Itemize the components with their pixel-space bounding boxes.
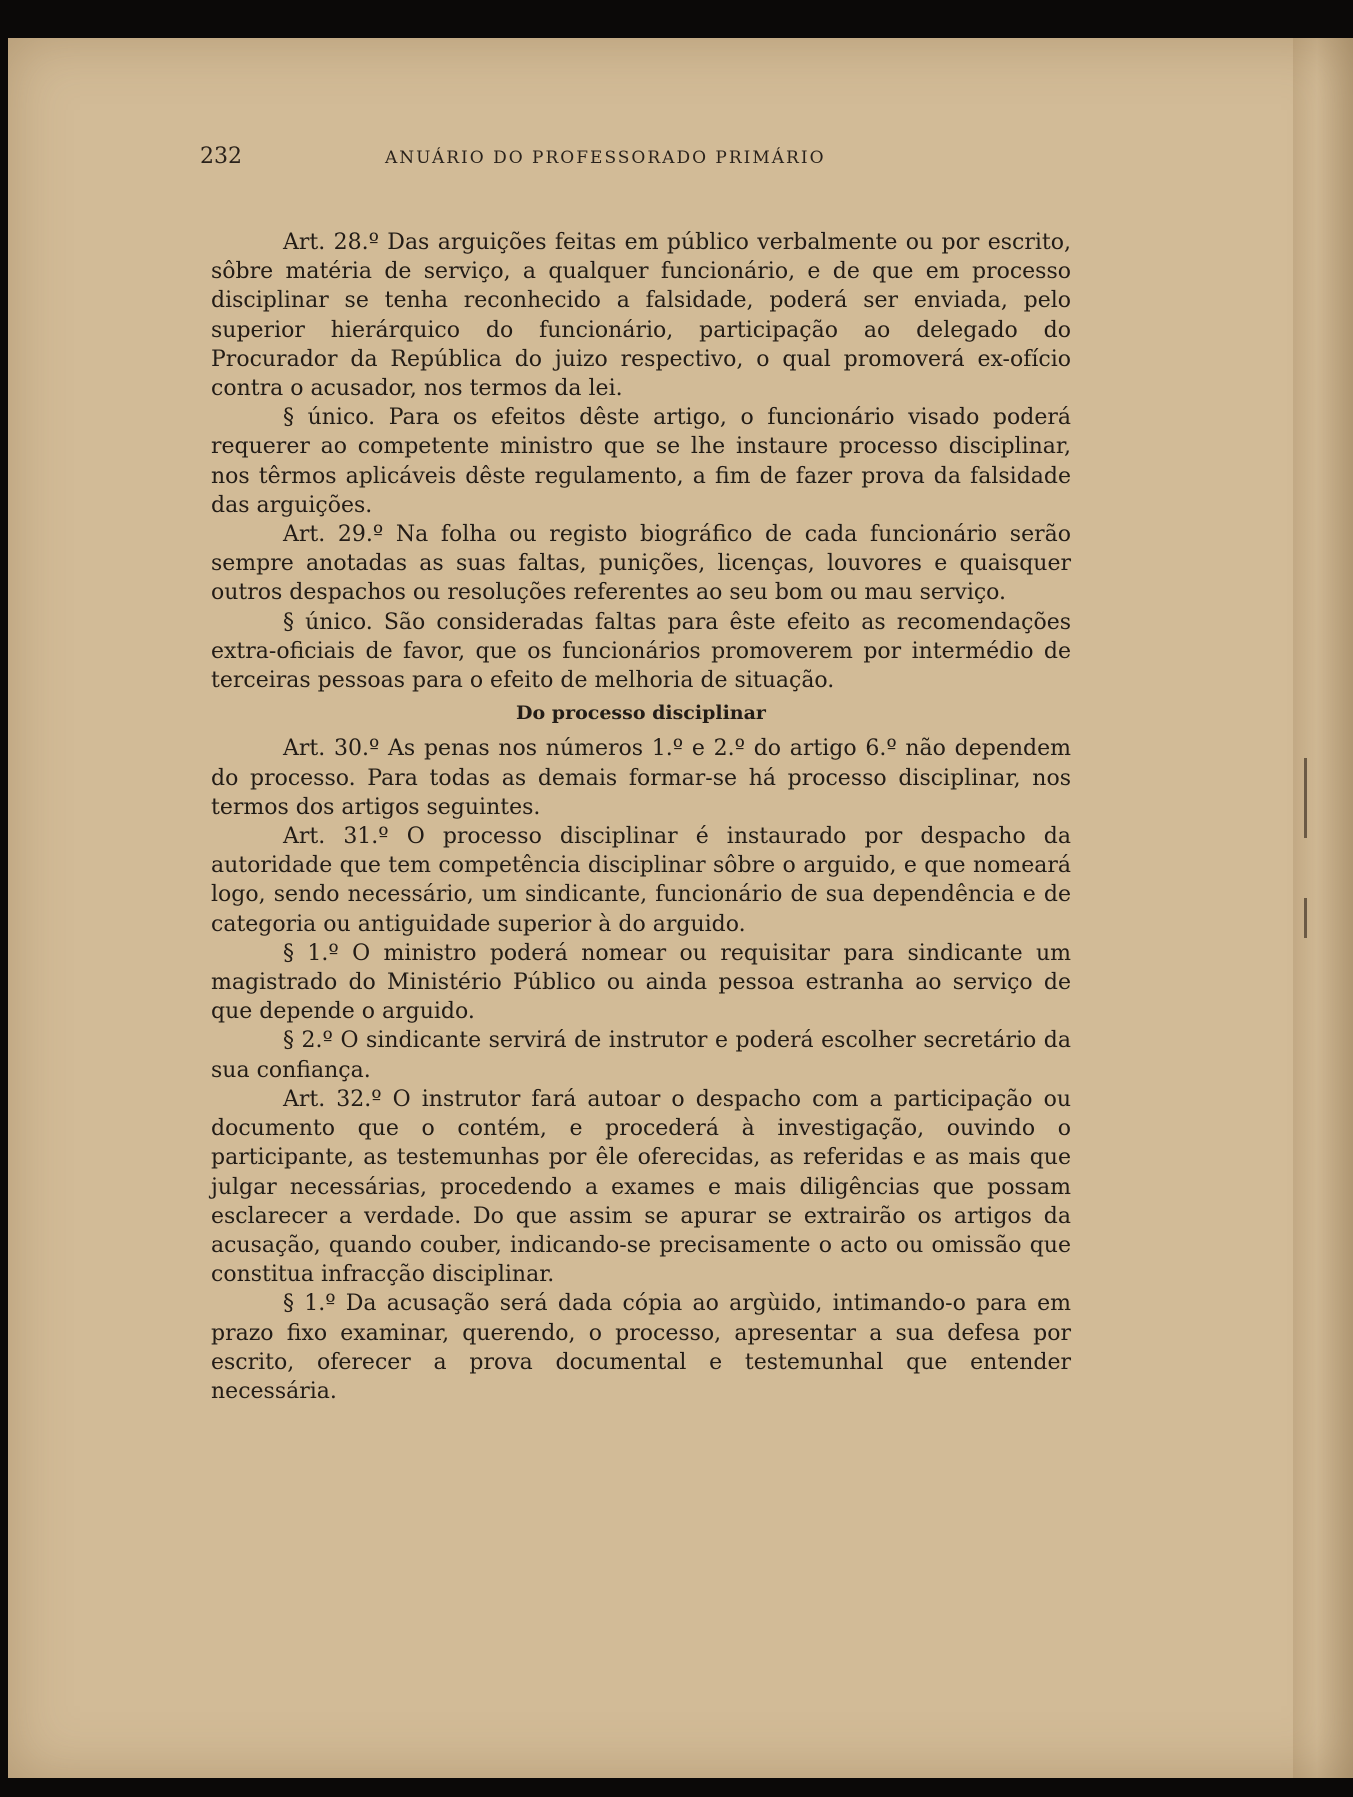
document-body: [211, 228, 1071, 1406]
paragraph-art-32-par-1: § 1.º Da acusação será dada cópia ao argùido, intimando-o para em prazo fixo examinar, querendo, o processo, apresentar a sua defesa por escrito, oferecer a prova documental e testemunhal que entender necessária.: [211, 1291, 1071, 1404]
paragraph-art-29: Art. 29.º Na folha ou registo biográfico de cada funcionário serão sempre anotadas as suas faltas, punições, licenças, louvores e quaisquer outros despachos ou resoluções referentes ao seu bom ou mau serviço.: [211, 522, 1071, 606]
paragraph-art-28: Art. 28.º Das arguições feitas em público verbalmente ou por escrito, sôbre matéria de serviço, a qualquer funcionário, e de que em processo disciplinar se tenha reconhecido a falsidade, poderá ser enviada, pelo superior hierárquico do funcionário, participação ao delegado do Procurador da República do juizo respectivo, o qual promoverá ex-ofício contra o acusador, nos termos da lei.: [211, 230, 1071, 402]
running-title: ANUÁRIO DO PROFESSORADO PRIMÁRIO: [385, 148, 826, 168]
page-edge-mark: [1304, 898, 1307, 938]
paragraph-art-31: Art. 31.º O processo disciplinar é instaurado por despacho da autoridade que tem competência disciplinar sôbre o arguido, e que nomeará logo, sendo necessário, um sindicante, funcionário de sua dependência e de categoria ou antiguidade superior à do arguido.: [211, 824, 1071, 937]
paragraph-art-30: Art. 30.º As penas nos números 1.º e 2.º do artigo 6.º não dependem do processo. Para todas as demais formar-se há processo disciplinar, nos termos dos artigos seguintes.: [211, 736, 1071, 820]
page-gutter-shadow: [1293, 38, 1353, 1778]
page-edge-mark: [1304, 758, 1307, 838]
page-number: 232: [200, 144, 242, 169]
section-heading: Do processo disciplinar: [516, 702, 766, 725]
paragraph-art-29-unico: § único. São consideradas faltas para êste efeito as recomendações extra-oficiais de favor, que os funcionários promoverem por intermédio de terceiras pessoas para o efeito de melhoria de situação.: [211, 609, 1071, 694]
paragraph-art-31-par-2: § 2.º O sindicante servirá de instrutor e poderá escolher secretário da sua confiança.: [211, 1028, 1071, 1083]
paragraph-art-28-unico: § único. Para os efeitos dêste artigo, o funcionário visado poderá requerer ao competente ministro que se lhe instaure processo disciplinar, nos têrmos aplicáveis dêste regulamento, a fim de fazer prova da falsidade das arguições.: [211, 405, 1071, 518]
paragraph-art-31-par-1: § 1.º O ministro poderá nomear ou requisitar para sindicante um magistrado do Ministério Público ou ainda pessoa estranha ao serviço de que depende o arguido.: [211, 940, 1071, 1025]
paragraph-art-32: Art. 32.º O instrutor fará autoar o despacho com a participação ou documento que o contém, e procederá à investigação, ouvindo o participante, as testemunhas por êle oferecidas, as referidas e as mais que julgar necessárias, procedendo a exames e mais diligências que possam esclarecer a verdade. Do que assim se apurar se extrairão os artigos da acusação, quando couber, indicando-se precisamente o acto ou omissão que constitua infracção disciplinar.: [211, 1086, 1071, 1288]
